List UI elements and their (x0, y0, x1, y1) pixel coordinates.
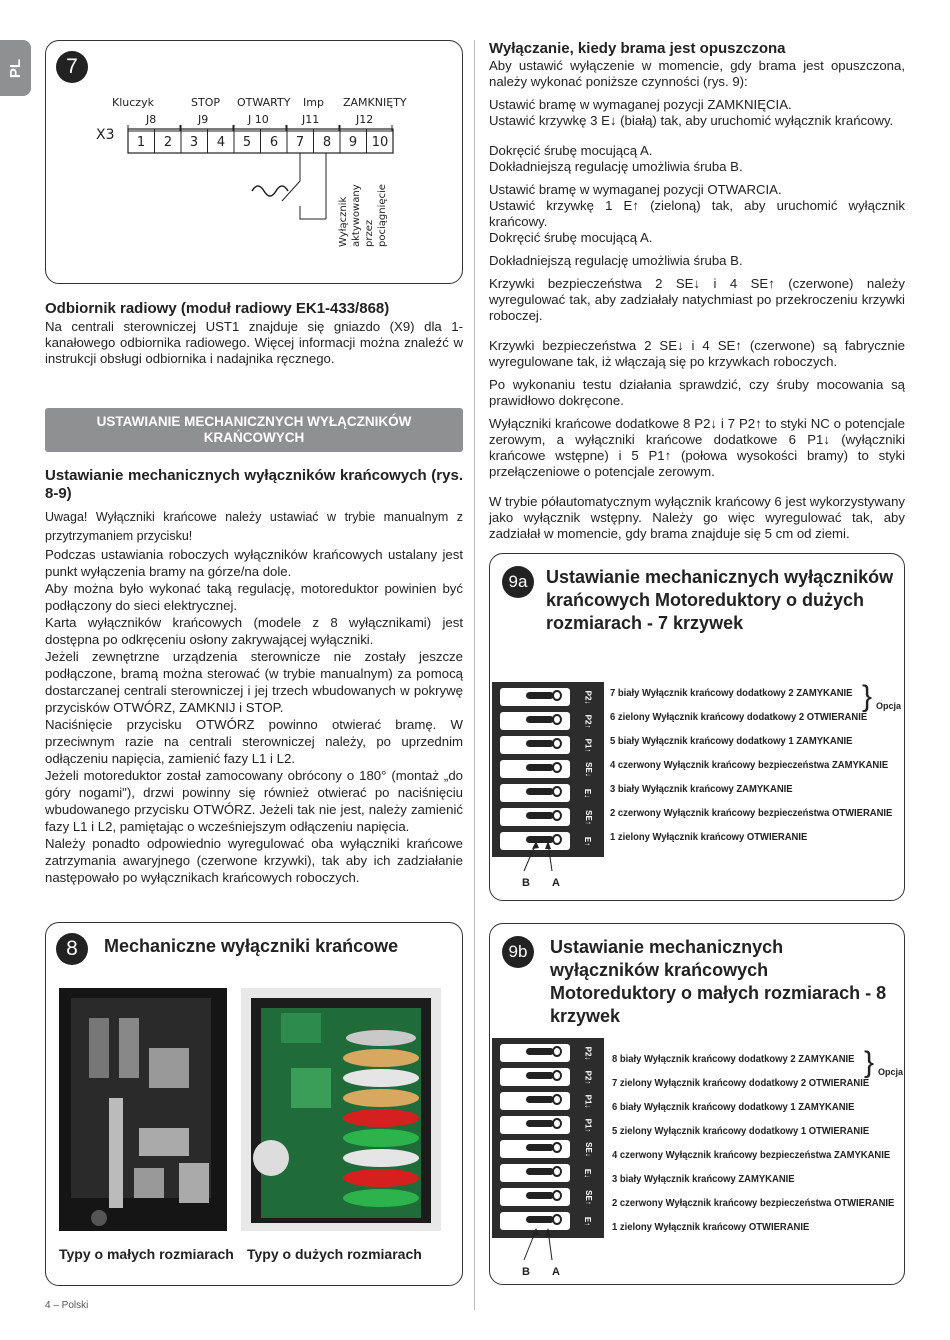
setting-paragraph: Jeżeli zewnętrzne urządzenia sterownicze nie zostały jeszcze podłączone, bramą można sterować (w trybie manualnym) za pomocą dostarczanej centrali sterowniczej i jej trzech wbudowanych w pokrywę przycisków OTWÓRZ, ZAMKNIJ i STOP. (45, 649, 463, 715)
terminal-6: 6 (269, 135, 279, 150)
setting-paragraph: Naciśnięcie przycisku OTWÓRZ powinno otwierać bramę. W przeciwnym razie na centrali sterowniczej należy, po uprzednim odłączeniu napięcia, zamienić fazy L1 i L2. (45, 717, 463, 766)
figure-7-box (45, 40, 463, 284)
cam-code: E↑ (583, 836, 593, 846)
closing-step: Krzywki bezpieczeństwa 2 SE↓ i 4 SE↑ (czerwone) są fabrycznie wyregulowane tak, iż włączają się po krzywkach roboczych. (489, 338, 905, 369)
closing-body (489, 58, 905, 542)
wiring-diagram (46, 41, 464, 285)
cam-description: 6 biały Wyłącznik krańcowy dodatkowy 1 ZAMYKANIE (612, 1101, 855, 1113)
cam-description: 4 czerwony Wyłącznik krańcowy bezpieczeństwa ZAMYKANIE (612, 1149, 891, 1161)
cam-code: SE↓ (583, 1141, 593, 1157)
setting-paragraph: Karta wyłączników krańcowych (modele z 8 wyłącznikami) jest dostępna po odkręceniu osłony zakrywającej wyłączniki. (45, 615, 463, 647)
cam-code: SE↑ (583, 1189, 593, 1205)
terminal-10: 10 (371, 135, 389, 150)
closing-step: Dokładniejszą regulację umożliwia śruba B. (489, 159, 743, 174)
cam-code: E↓ (583, 788, 593, 798)
terminal-3: 3 (189, 135, 199, 150)
radio-text: Na centrali sterowniczej UST1 znajduje się gniazdo (X9) dla 1-kanałowego odbiornika radiowego. Więcej informacji można znaleźć w instrukcji obsługi odbiornika i nadajnika ręcznego. (45, 319, 463, 366)
switch-note-2: aktywowany (351, 184, 362, 247)
setting-warning: Uwaga! Wyłączniki krańcowe należy ustawiać w trybie manualnym z przytrzymaniem przycisku! (45, 510, 463, 543)
closing-step: Ustawić bramę w wymaganej pozycji OTWARCIA. (489, 182, 782, 197)
terminal-4: 4 (216, 135, 226, 150)
label-a: A (552, 877, 560, 889)
figure-9b-box (489, 923, 905, 1285)
terminal-7: 7 (295, 135, 305, 150)
figure-9b-title: Ustawianie mechanicznych wyłączników krańcowych Motoreduktory o małych rozmiarach - 8 krzywek (550, 937, 887, 1026)
cam-code: P1↓ (583, 1094, 593, 1108)
cam-code: P2↓ (583, 1046, 593, 1060)
switch-note-4: pociągnięcie (377, 184, 388, 247)
column-divider (474, 40, 475, 1310)
photo-small-type (59, 988, 227, 1231)
label-zamkniety: ZAMKNIĘTY (343, 96, 407, 109)
closing-step: Dokręcić śrubę mocującą A. (489, 230, 653, 245)
jumper-j12: J12 (356, 113, 374, 126)
terminal-2: 2 (163, 135, 173, 150)
terminal-8: 8 (322, 135, 332, 150)
section-banner (45, 408, 463, 452)
closing-step: Dokręcić śrubę mocującą A. (489, 143, 653, 158)
cam-code: P1↑ (583, 738, 593, 752)
label-b: B (522, 1266, 530, 1278)
cam-description: 5 biały Wyłącznik krańcowy dodatkowy 1 ZAMYKANIE (610, 735, 853, 747)
cam-description: 1 zielony Wyłącznik krańcowy OTWIERANIE (610, 831, 808, 843)
label-kluczyk: Kluczyk (112, 96, 154, 109)
cam-description: 8 biały Wyłącznik krańcowy dodatkowy 2 ZAMYKANIE (612, 1053, 855, 1065)
terminal-1: 1 (136, 135, 146, 150)
label-a: A (552, 1266, 560, 1278)
cam-code: P1↑ (583, 1118, 593, 1132)
cam-description: 7 biały Wyłącznik krańcowy dodatkowy 2 ZAMYKANIE (610, 687, 853, 699)
connector-x3: X3 (96, 127, 115, 143)
setting-paragraph: Jeżeli motoreduktor został zamocowany obrócony o 180° (montaż „do góry nogami"), drzwi powinny się również otwierać po naciśnięciu wbudowanego przycisku OTWÓRZ. Jeżeli tak nie jest, należy zamienić fazy L1 i L2, pamiętając o wcześniejszym odłączeniu napięcia. (45, 768, 463, 834)
jumper-j11: J11 (302, 113, 320, 126)
closing-step: Ustawić krzywkę 3 E↓ (białą) tak, aby uruchomić wyłącznik krańcowy. (489, 113, 894, 128)
closing-step: Ustawić krzywkę 1 E↑ (zieloną) tak, aby uruchomić wyłącznik krańcowy. (489, 198, 905, 229)
closing-step: Dokładniejszą regulację umożliwia śruba B. (489, 253, 743, 268)
closing-step: Wyłączniki krańcowe dodatkowe 8 P2↓ i 7 P2↑ to styki NC o potencjale zerowym, a wyłączniki krańcowe dodatkowe 6 P1↓ (wyłączniki krańcowe wstępne) i 5 P1↑ (połowa wysokości bramy) to styki przełączeniowe o potencjale zerowym. (489, 416, 905, 479)
brace-icon: } (864, 1046, 875, 1079)
label-imp: Imp (303, 96, 324, 109)
brace-icon: } (862, 680, 873, 713)
pointer-arrows (490, 1226, 610, 1266)
closing-step: W trybie półautomatycznym wyłącznik krańcowy 6 jest wykorzystywany jako wyłącznik wstępny. Należy go więc wyregulować tak, aby zadziałał w momencie, gdy brama znajduje się 5 cm od ziemi. (489, 494, 905, 541)
closing-step: Po wykonaniu testu działania sprawdzić, czy śruby mocowania są prawidłowo dokręcone. (489, 377, 905, 408)
cam-code: SE↓ (583, 761, 593, 777)
photo-large-type (241, 988, 441, 1231)
closing-heading: Wyłączanie, kiedy brama jest opuszczona (489, 40, 786, 57)
banner-line-1: USTAWIANIE MECHANICZNYCH WYŁĄCZNIKÓW (96, 414, 412, 429)
page-footer: 4 – Polski (45, 1300, 89, 1311)
figure-9a-title: Ustawianie mechanicznych wyłączników krańcowych Motoreduktory o dużych rozmiarach - 7 krzywek (546, 567, 894, 633)
cam-description: 5 zielony Wyłącznik krańcowy dodatkowy 1 OTWIERANIE (612, 1125, 870, 1137)
setting-body (45, 508, 463, 886)
cam-code: P2↓ (583, 690, 593, 704)
setting-paragraph: Aby można było wykonać taką regulację, motoreduktor powinien być podłączony do sieci elektrycznej. (45, 581, 463, 613)
closing-step: Krzywki bezpieczeństwa 2 SE↓ i 4 SE↑ (czerwone) należy wyregulować tak, aby zadziałały natychmiast po przekroczeniu krzywki roboczej. (489, 276, 905, 323)
cam-strip-9a (492, 682, 604, 857)
closing-step: Ustawić bramę w wymaganej pozycji ZAMKNIĘCIA. (489, 97, 792, 112)
cam-description: 6 zielony Wyłącznik krańcowy dodatkowy 2 OTWIERANIE (610, 711, 868, 723)
jumper-j8: J8 (146, 113, 157, 126)
setting-heading: Ustawianie mechanicznych wyłączników krańcowych (rys. 8-9) (45, 467, 463, 502)
language-tab: PL (0, 40, 31, 96)
cam-description: 1 zielony Wyłącznik krańcowy OTWIERANIE (612, 1221, 810, 1233)
figure-9b-number: 9b (502, 936, 534, 968)
setting-paragraph: Podczas ustawiania roboczych wyłączników krańcowych ustalany jest punkt wyłączenia bramy na górze/na dole. (45, 547, 463, 579)
figure-9a-box (489, 553, 905, 901)
cam-description: 2 czerwony Wyłącznik krańcowy bezpieczeństwa OTWIERANIE (610, 807, 893, 819)
pointer-arrows (490, 839, 610, 879)
figure-7-number: 7 (56, 51, 88, 83)
label-otwarty: OTWARTY (237, 96, 291, 109)
figure-9a-number: 9a (502, 566, 534, 598)
figure-8-title: Mechaniczne wyłączniki krańcowe (104, 936, 399, 956)
cam-strip-9b (492, 1038, 604, 1238)
option-label: Opcja (876, 701, 902, 711)
cam-description: 3 biały Wyłącznik krańcowy ZAMYKANIE (610, 783, 793, 795)
jumper-j10: J 10 (248, 113, 269, 126)
terminal-5: 5 (242, 135, 252, 150)
figure-8-number: 8 (56, 933, 88, 965)
cam-code: P2↑ (583, 1070, 593, 1084)
closing-intro: Aby ustawić wyłączenie w momencie, gdy brama jest opuszczona, należy wykonać poniższe czynności (rys. 9): (489, 58, 905, 89)
radio-heading: Odbiornik radiowy (moduł radiowy EK1-433/868) (45, 300, 390, 317)
switch-note-3: przez (364, 219, 375, 247)
cam-description: 7 zielony Wyłącznik krańcowy dodatkowy 2 OTWIERANIE (612, 1077, 870, 1089)
setting-paragraph: Należy ponadto odpowiednio wyregulować oba wyłączniki krańcowe zatrzymania awaryjnego (czerwone krzywki), tak aby ich zadziałanie następowało po wyłącznikach krańcowych roboczych. (45, 836, 463, 885)
figure-8-box (45, 922, 463, 1286)
cam-description: 4 czerwony Wyłącznik krańcowy bezpieczeństwa ZAMYKANIE (610, 759, 889, 771)
cam-description: 2 czerwony Wyłącznik krańcowy bezpieczeństwa OTWIERANIE (612, 1197, 895, 1209)
label-stop: STOP (191, 96, 220, 109)
label-b: B (522, 877, 530, 889)
cam-code: P2↑ (583, 714, 593, 728)
banner-line-2: KRAŃCOWYCH (203, 430, 305, 445)
caption-small-type: Typy o małych rozmiarach (59, 1246, 234, 1262)
caption-large-type: Typy o dużych rozmiarach (247, 1246, 422, 1262)
switch-note-1: Wyłącznik (338, 196, 349, 247)
cam-code: E↓ (583, 1168, 593, 1178)
option-label: Opcja (878, 1067, 904, 1077)
terminal-9: 9 (348, 135, 358, 150)
jumper-j9: J9 (198, 113, 209, 126)
cam-description: 3 biały Wyłącznik krańcowy ZAMYKANIE (612, 1173, 795, 1185)
cam-code: E↑ (583, 1216, 593, 1226)
cam-code: SE↑ (583, 809, 593, 825)
